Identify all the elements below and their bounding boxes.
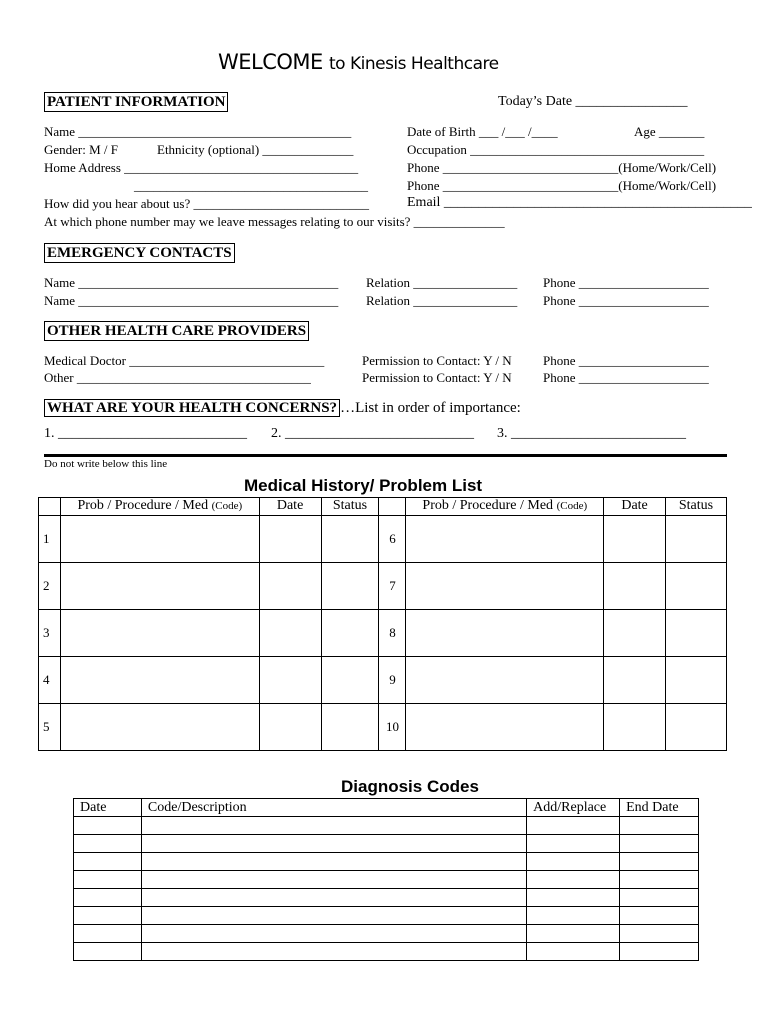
prob-header-label: Prob / Procedure / Med [422,498,554,513]
date-cell[interactable] [259,563,321,610]
status-cell[interactable] [666,610,727,657]
doctor-permission[interactable]: Permission to Contact: Y / N [362,353,512,368]
other-provider-field[interactable]: Other ____________________________________ [44,370,311,385]
prob-cell[interactable] [60,563,259,610]
emergency-heading: EMERGENCY CONTACTS [44,243,235,263]
row-number: 3 [39,610,61,657]
age-field[interactable]: Age _______ [634,124,705,139]
table-row [74,943,699,961]
dx-code-cell[interactable] [141,907,526,925]
table-row [74,853,699,871]
table-row [74,925,699,943]
prob-cell[interactable] [406,563,604,610]
table-row [39,516,727,563]
date-cell[interactable] [604,657,666,704]
table-row [74,871,699,889]
dx-add-cell[interactable] [527,907,620,925]
date-header-right: Date [604,498,666,516]
dx-end-cell[interactable] [620,835,699,853]
dx-add-cell[interactable] [527,817,620,835]
date-cell[interactable] [604,610,666,657]
row-number: 2 [39,563,61,610]
title-welcome: WELCOME [218,50,323,74]
row-number: 9 [379,657,406,704]
dx-add-cell[interactable] [527,943,620,961]
status-header-right: Status [666,498,727,516]
medical-history-header-row [39,498,727,516]
status-cell[interactable] [666,657,727,704]
dx-add-header: Add/Replace [527,799,620,817]
table-row [39,610,727,657]
status-cell[interactable] [666,704,727,751]
doctor-phone[interactable]: Phone ____________________ [543,353,709,368]
ethnicity-field[interactable]: Ethnicity (optional) ______________ [157,142,354,157]
dx-code-cell[interactable] [141,943,526,961]
status-cell[interactable] [321,704,379,751]
row-number-header [39,498,61,516]
code-header-label: (Code) [211,500,243,512]
phone-field-1[interactable]: Phone ___________________________(Home/Work/Cell) [407,160,717,175]
dx-end-cell[interactable] [620,907,699,925]
date-cell[interactable] [259,704,321,751]
page-title [218,50,499,74]
prob-cell[interactable] [406,657,604,704]
other-permission[interactable]: Permission to Contact: Y / N [362,370,512,385]
medical-history-table [38,497,727,751]
status-cell[interactable] [321,610,379,657]
status-header-left: Status [321,498,379,516]
dx-date-cell[interactable] [74,943,142,961]
status-cell[interactable] [321,563,379,610]
date-header-left: Date [259,498,321,516]
diagnosis-table-body [74,817,699,961]
date-cell[interactable] [604,563,666,610]
prob-header-left [60,498,259,516]
table-row [74,817,699,835]
medical-history-title: Medical History/ Problem List [244,476,483,495]
concern-3-field[interactable]: 3. _________________________ [497,426,686,441]
prob-header-label: Prob / Procedure / Med [77,498,209,513]
dx-code-cell[interactable] [141,853,526,871]
status-cell[interactable] [321,516,379,563]
date-cell[interactable] [259,657,321,704]
dx-add-cell[interactable] [527,871,620,889]
row-number: 8 [379,610,406,657]
row-number: 5 [39,704,61,751]
concerns-heading: WHAT ARE YOUR HEALTH CONCERNS? [44,399,340,417]
dx-end-header: End Date [620,799,699,817]
dx-code-cell[interactable] [141,889,526,907]
dx-date-cell[interactable] [74,925,142,943]
diagnosis-codes-title: Diagnosis Codes [341,777,479,796]
providers-heading: OTHER HEALTH CARE PROVIDERS [44,321,309,341]
dx-date-cell[interactable] [74,817,142,835]
date-cell[interactable] [259,516,321,563]
emergency-relation-1[interactable]: Relation ________________ [366,275,518,290]
dob-field[interactable]: Date of Birth ___ /___ /____ [407,124,558,139]
dx-date-cell[interactable] [74,871,142,889]
row-number: 6 [379,516,406,563]
dx-date-cell[interactable] [74,889,142,907]
row-number: 1 [39,516,61,563]
status-cell[interactable] [666,563,727,610]
prob-cell[interactable] [60,610,259,657]
date-cell[interactable] [604,516,666,563]
table-row [39,704,727,751]
dx-code-cell[interactable] [141,871,526,889]
title-rest: to Kinesis Healthcare [329,54,499,74]
dx-end-cell[interactable] [620,889,699,907]
emergency-phone-1[interactable]: Phone ____________________ [543,275,709,290]
dx-end-cell[interactable] [620,943,699,961]
diagnosis-header-row [74,799,699,817]
home-address-line2[interactable]: ____________________________________ [134,178,368,193]
office-use-note: Do not write below this line [44,458,168,470]
home-address-field[interactable]: Home Address ____________________________________ [44,160,359,175]
dx-add-cell[interactable] [527,835,620,853]
emergency-relation-2[interactable]: Relation ________________ [366,293,518,308]
dx-code-cell[interactable] [141,817,526,835]
emergency-name-2[interactable]: Name ________________________________________ [44,293,339,308]
dx-end-cell[interactable] [620,853,699,871]
date-cell[interactable] [604,704,666,751]
message-phone-field[interactable]: At which phone number may we leave messages relating to our visits? ______________ [44,214,505,229]
table-row [74,889,699,907]
concerns-suffix: …List in order of importance: [340,400,521,416]
prob-header-right [406,498,604,516]
medical-doctor-field[interactable]: Medical Doctor ______________________________ [44,353,325,368]
concerns-line [44,399,521,417]
dx-add-cell[interactable] [527,889,620,907]
other-phone[interactable]: Phone ____________________ [543,370,709,385]
dx-date-cell[interactable] [74,853,142,871]
name-field[interactable]: Name __________________________________________ [44,124,352,139]
dx-code-cell[interactable] [141,925,526,943]
prob-cell[interactable] [60,657,259,704]
table-row [74,907,699,925]
row-number: 7 [379,563,406,610]
table-row [74,835,699,853]
prob-cell[interactable] [60,516,259,563]
dx-date-cell[interactable] [74,907,142,925]
row-number: 10 [379,704,406,751]
prob-cell[interactable] [60,704,259,751]
code-header-label: (Code) [556,500,588,512]
dx-date-header: Date [74,799,142,817]
status-cell[interactable] [666,516,727,563]
dx-add-cell[interactable] [527,853,620,871]
emergency-phone-2[interactable]: Phone ____________________ [543,293,709,308]
status-cell[interactable] [321,657,379,704]
dx-end-cell[interactable] [620,871,699,889]
prob-cell[interactable] [406,704,604,751]
concern-2-field[interactable]: 2. ___________________________ [271,426,474,441]
table-row [39,563,727,610]
concern-1-field[interactable]: 1. ___________________________ [44,426,247,441]
occupation-field[interactable]: Occupation ____________________________________ [407,142,705,157]
dx-end-cell[interactable] [620,925,699,943]
dx-code-header: Code/Description [141,799,526,817]
email-field[interactable]: Email ____________________________________________ [407,195,752,210]
gender-field[interactable]: Gender: M / F [44,142,119,157]
section-divider [44,454,727,457]
table-row [39,657,727,704]
hear-about-field[interactable]: How did you hear about us? ___________________________ [44,196,369,211]
row-number-header-right [379,498,406,516]
dx-code-cell[interactable] [141,835,526,853]
dx-add-cell[interactable] [527,925,620,943]
prob-cell[interactable] [406,610,604,657]
patient-info-heading: PATIENT INFORMATION [44,92,228,112]
dx-end-cell[interactable] [620,817,699,835]
prob-cell[interactable] [406,516,604,563]
phone-field-2[interactable]: Phone ___________________________(Home/Work/Cell) [407,178,717,193]
diagnosis-table [73,798,699,961]
row-number: 4 [39,657,61,704]
emergency-name-1[interactable]: Name ________________________________________ [44,275,339,290]
todays-date-field[interactable]: Today’s Date ________________ [498,94,688,109]
dx-date-cell[interactable] [74,835,142,853]
date-cell[interactable] [259,610,321,657]
